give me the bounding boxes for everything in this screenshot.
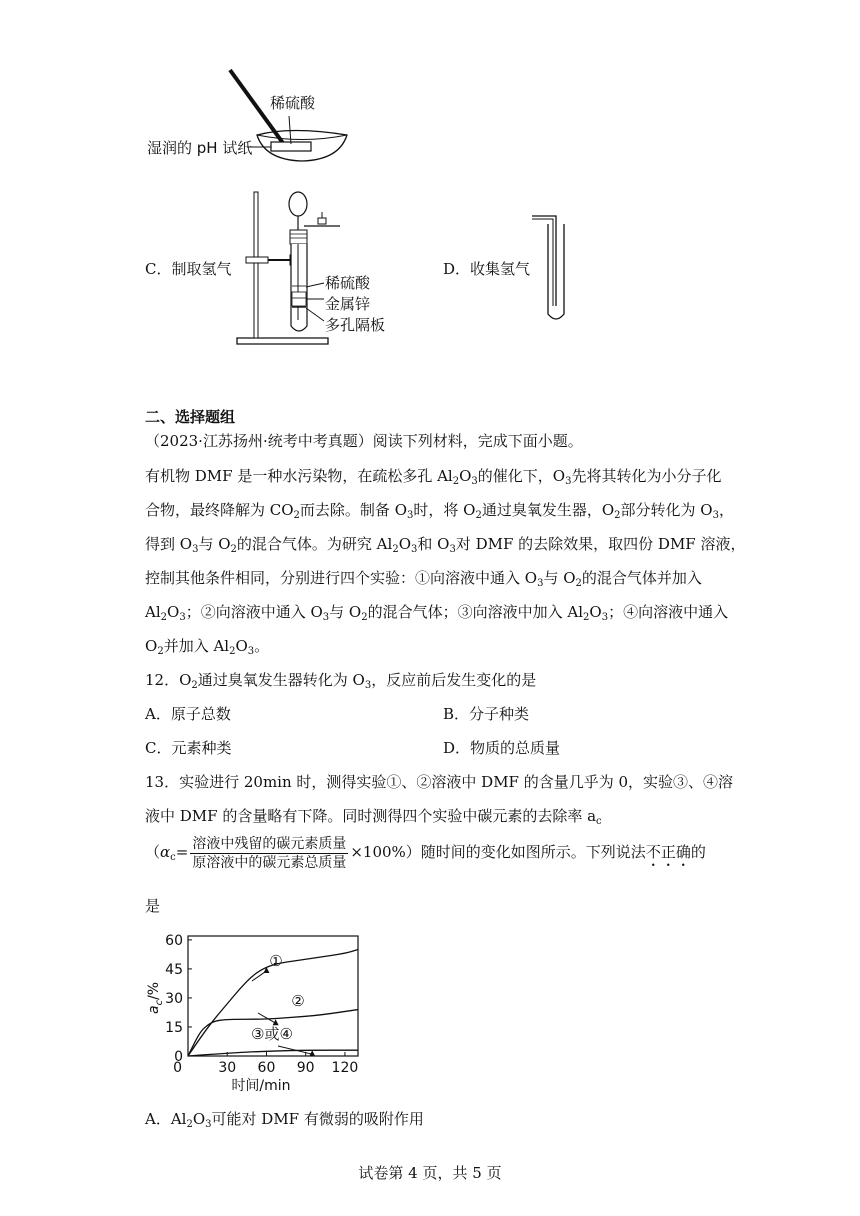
- material-line-3: 得到 $O_3$与 $O_2$的混合气体。为研究 $Al_2O_3$和 $O_3$对 DMF 的去除效果，取四份 DMF 溶液，: [145, 535, 746, 555]
- material-line-1: 有机物 DMF 是一种水污染物，在疏松多孔 $Al_2O_3$的催化下，$O_3$先将其转化为小分子化: [145, 467, 722, 487]
- series-line-3: [188, 1050, 358, 1056]
- option-d: [443, 258, 530, 280]
- emphasis-not-correct: 不正确: [645, 843, 691, 861]
- removal-rate-fraction: $\frac{\text{溶液中残留的碳元素质量}}{\text{原溶液中的碳元素总质量}}$: [192, 835, 347, 871]
- ph-paper-label: 湿润的 pH 试纸: [147, 139, 253, 157]
- option-c: [145, 258, 232, 280]
- section-title: 二、选择题组: [145, 408, 236, 426]
- option-c-text: 制取氢气: [171, 260, 232, 278]
- label-zinc: 金属锌: [325, 295, 371, 313]
- page-footer: 试卷第 4 页，共 5 页: [358, 1164, 502, 1182]
- y-tick-label: 60: [165, 932, 183, 949]
- collect-hydrogen-figure: [528, 206, 578, 326]
- option-c-letter: C．: [145, 260, 172, 278]
- material-line-4: 控制其他条件相同，分别进行四个实验：①向溶液中通入 $O_3$与 $O_2$的混合气体并加入: [145, 569, 702, 589]
- y-tick-label: 45: [165, 961, 183, 978]
- q12-option-c[interactable]: C．元素种类: [145, 739, 232, 757]
- q12-stem: 12．$O_2$通过臭氧发生器转化为 $O_3$，反应前后发生变化的是: [145, 671, 537, 691]
- option-d-text: 收集氢气: [470, 260, 531, 278]
- removal-rate-chart: [140, 928, 380, 1098]
- y-axis-label: $a_c/\%$: [146, 981, 165, 1014]
- material-line-6: $O_2$并加入 $Al_2O_3$。: [145, 637, 270, 657]
- series-label: ①: [269, 952, 283, 970]
- q12-option-a[interactable]: A．原子总数: [145, 705, 231, 723]
- x-tick-label: 60: [257, 1060, 276, 1076]
- label-sulfuric-acid: 稀硫酸: [325, 274, 371, 292]
- acid-label: 稀硫酸: [270, 94, 316, 112]
- y-tick-label: 15: [165, 1019, 183, 1036]
- material-line-5: $Al_2O_3$；②向溶液中通入 $O_3$与 $O_2$的混合气体；③向溶液中加入 $Al_2O_3$；④向溶液中通入: [145, 603, 729, 623]
- q13-option-a[interactable]: A．$Al_2O_3$可能对 DMF 有微弱的吸附作用: [145, 1110, 424, 1130]
- q13-line-1: 13．实验进行 20min 时，测得实验①、②溶液中 DMF 的含量几乎为 0，实验③、④溶: [145, 773, 734, 791]
- x-tick-label: 90: [296, 1060, 315, 1076]
- label-porous-plate: 多孔隔板: [325, 316, 386, 334]
- material-line-2: 合物，最终降解为 $CO_2$而去除。制备 $O_3$时，将 $O_2$通过臭氧发生器，$O_2$部分转化为 $O_3$，: [145, 501, 734, 521]
- q13-line-4: 是: [145, 897, 161, 915]
- y-tick-label: 0: [174, 1049, 183, 1065]
- q13-formula-line: （$\alpha_c=$ $\frac{\text{溶液中残留的碳元素质量}}{\text{原溶液中的碳元素总质量}}$ ×100%）随时间的变化如图所示。下列说法不正确的: [145, 835, 706, 871]
- delivery-tube: [532, 216, 556, 306]
- x-tick-label: 120: [331, 1060, 359, 1076]
- x-tick-label: 30: [218, 1060, 237, 1076]
- series-label: ③或④: [251, 1025, 293, 1043]
- y-tick-label: 30: [165, 990, 183, 1007]
- q12-option-d[interactable]: D．物质的总质量: [443, 739, 561, 757]
- section-source: （2023·江苏扬州·统考中考真题）阅读下列材料，完成下面小题。: [145, 432, 583, 450]
- x-tick-label: 0: [173, 1060, 182, 1076]
- q12-option-b[interactable]: B．分子种类: [443, 705, 530, 723]
- q13-line-2: 液中 DMF 的含量略有下降。同时测得四个实验中碳元素的去除率 $a_c$: [145, 807, 602, 827]
- x-axis-label: 时间/min: [231, 1078, 291, 1094]
- option-d-letter: D．: [443, 260, 471, 278]
- series-label: ②: [291, 992, 305, 1010]
